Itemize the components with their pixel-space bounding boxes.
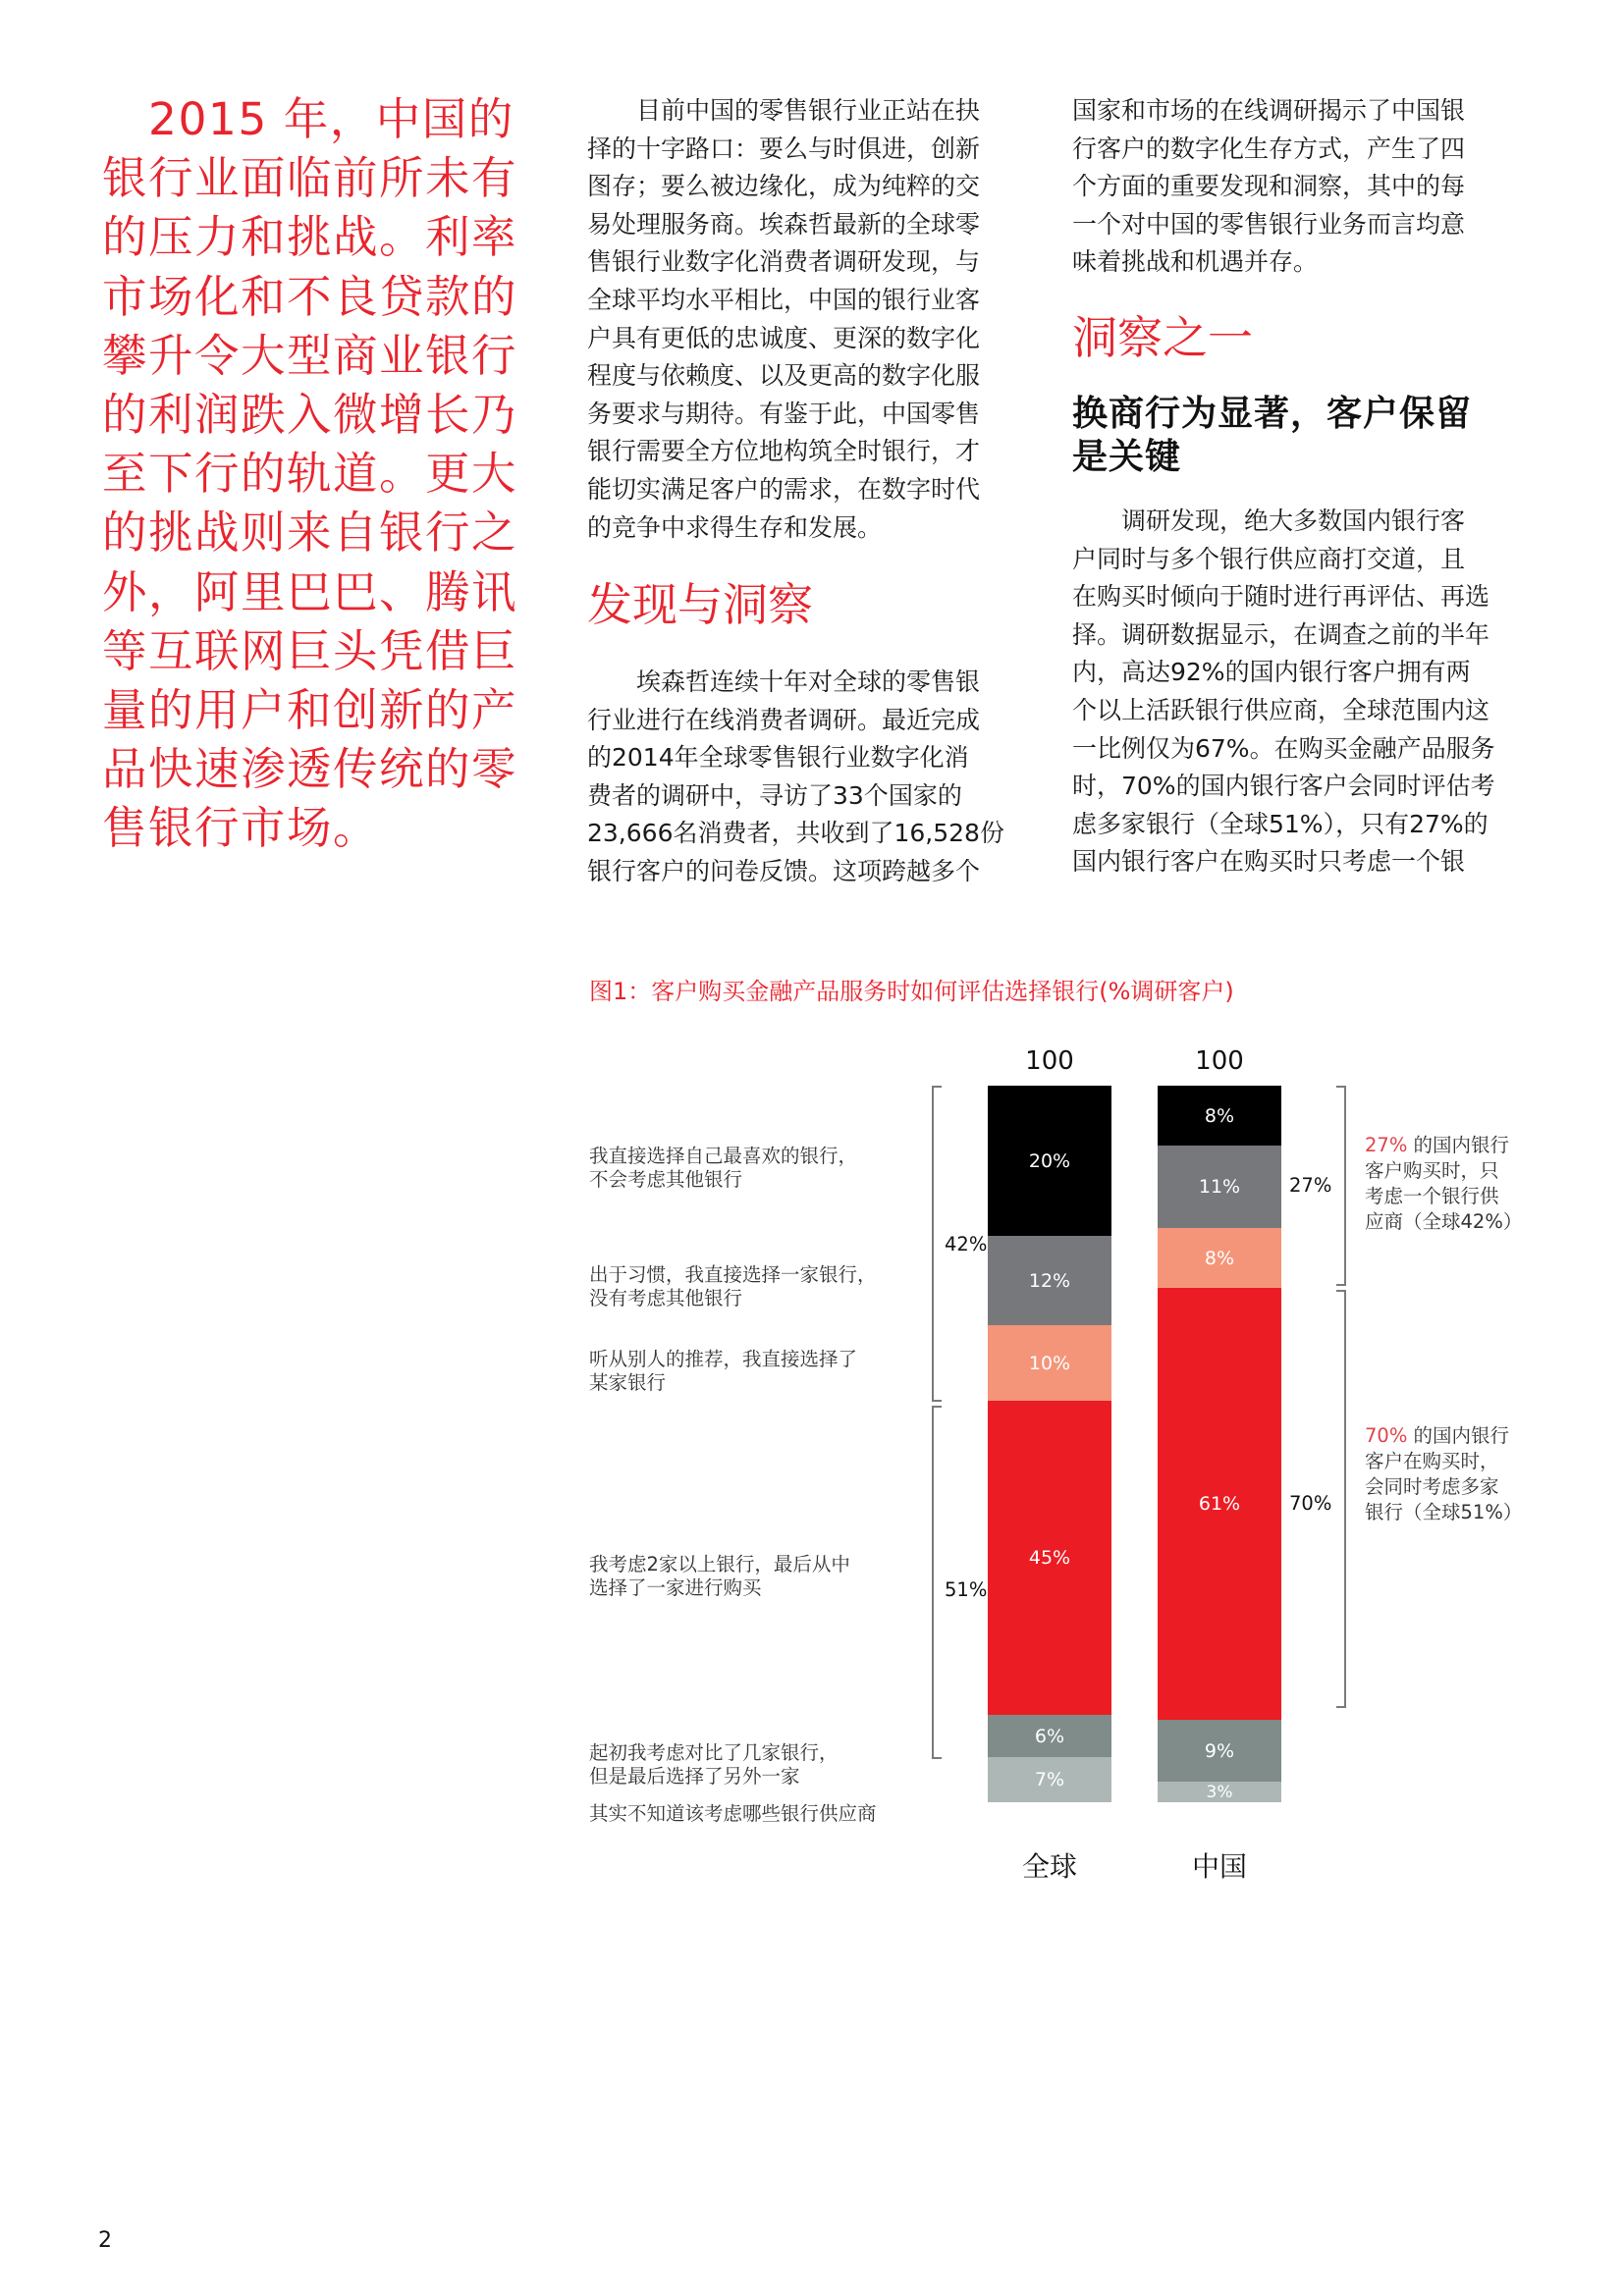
text-line: 23,666名消费者，共收到了16,528份 xyxy=(587,819,1004,848)
figure-title: 图1：客户购买金融产品服务时如何评估选择银行(%调研客户) xyxy=(589,978,1234,1005)
legend-label-compare-multiple xyxy=(589,1553,923,1600)
intro-line: 攀升令大型商业银行 xyxy=(102,329,518,382)
text-line: 易处理服务商。埃森哲最新的全球零 xyxy=(587,209,981,239)
bar-china xyxy=(1158,1086,1281,1802)
bracket-global-bottom xyxy=(932,1406,942,1759)
bracket-china-bottom xyxy=(1336,1290,1346,1708)
bar-segment-favorite: 8% xyxy=(1158,1086,1281,1146)
annotation-text: 的国内银行 xyxy=(1407,1134,1510,1156)
bar-segment-recommendation: 10% xyxy=(988,1325,1111,1401)
bracket-global-bottom-value: 51% xyxy=(945,1578,988,1601)
intro-line: 品快速渗透传统的零 xyxy=(102,743,518,796)
text-line: 银行需要全方位地构筑全时银行，才 xyxy=(587,437,981,466)
annotation-line: 会同时考虑多家 xyxy=(1365,1475,1499,1498)
category-label-global: 全球 xyxy=(1021,1850,1077,1883)
text-line: 一个对中国的零售银行业务而言均意 xyxy=(1072,209,1466,239)
legend-line: 选择了一家进行购买 xyxy=(589,1576,762,1599)
subheading-line: 是关键 xyxy=(1072,437,1182,477)
right-column-para1 xyxy=(1072,92,1524,282)
subheading-insight-one xyxy=(1072,393,1472,479)
legend-label-favorite-bank xyxy=(589,1145,923,1192)
bar-global xyxy=(988,1086,1111,1802)
section-heading-insight-one: 洞察之一 xyxy=(1072,311,1253,364)
text-line: 埃森哲连续十年对全球的零售银 xyxy=(587,667,981,696)
bracket-china-top-value: 27% xyxy=(1289,1174,1332,1197)
legend-line: 其实不知道该考虑哪些银行供应商 xyxy=(589,1802,877,1825)
total-china: 100 xyxy=(1195,1046,1244,1076)
text-line: 银行客户的问卷反馈。这项跨越多个 xyxy=(587,856,981,885)
bracket-global-top-value: 42% xyxy=(945,1233,988,1255)
intro-line: 的利润跌入微增长乃 xyxy=(102,389,518,442)
annotation-text: 的国内银行 xyxy=(1407,1424,1510,1447)
middle-column-para1 xyxy=(587,92,1039,547)
subheading-line: 换商行为显著，客户保留 xyxy=(1072,394,1473,434)
annotation-highlight: 70% xyxy=(1365,1424,1408,1447)
bar-segment-compare-multiple: 45% xyxy=(988,1401,1111,1715)
text-line: 调研发现，绝大多数国内银行客 xyxy=(1072,507,1466,535)
section-heading-findings: 发现与洞察 xyxy=(587,578,813,631)
text-line: 择的十字路口：要么与时俱进，创新 xyxy=(587,133,981,163)
legend-line: 听从别人的推荐，我直接选择了 xyxy=(589,1348,858,1370)
text-line: 国内银行客户在购买时只考虑一个银 xyxy=(1072,847,1466,877)
bar-segment-favorite: 20% xyxy=(988,1086,1111,1236)
legend-line: 我考虑2家以上银行，最后从中 xyxy=(589,1553,850,1575)
annotation-line: 考虑一个银行供 xyxy=(1365,1185,1499,1207)
text-line: 个方面的重要发现和洞察，其中的每 xyxy=(1072,172,1466,201)
text-line: 务要求与期待。有鉴于此，中国零售 xyxy=(587,399,981,428)
legend-label-unsure xyxy=(589,1802,923,1826)
legend-line: 起初我考虑对比了几家银行， xyxy=(589,1741,839,1764)
intro-line: 市场化和不良贷款的 xyxy=(102,270,518,323)
annotation-line xyxy=(1365,1423,1561,1449)
intro-line: 的挑战则来自银行之 xyxy=(102,507,518,560)
text-line: 行客户的数字化生存方式，产生了四 xyxy=(1072,133,1466,163)
text-line: 时，70%的国内银行客户会同时评估考 xyxy=(1072,772,1495,801)
text-line: 内，高达92%的国内银行客户拥有两 xyxy=(1072,658,1471,687)
intro-lead-paragraph xyxy=(102,90,564,859)
text-line: 费者的调研中，寻访了33个国家的 xyxy=(587,780,962,810)
total-global: 100 xyxy=(1025,1046,1074,1076)
bar-segment-habit: 12% xyxy=(988,1236,1111,1325)
text-line: 一比例仅为67%。在购买金融产品服务 xyxy=(1072,733,1495,763)
intro-line: 量的用户和创新的产 xyxy=(102,684,518,737)
text-line: 全球平均水平相比，中国的银行业客 xyxy=(587,285,981,314)
bar-segment-habit: 11% xyxy=(1158,1146,1281,1228)
bar-segment-recommendation: 8% xyxy=(1158,1228,1281,1288)
annotation-line xyxy=(1365,1133,1561,1158)
intro-line: 2015 年，中国的 xyxy=(102,93,514,145)
text-line: 味着挑战和机遇并存。 xyxy=(1072,247,1319,277)
right-column-para2 xyxy=(1072,503,1524,881)
legend-label-switched xyxy=(589,1741,923,1789)
legend-line: 没有考虑其他银行 xyxy=(589,1287,743,1309)
text-line: 程度与依赖度、以及更高的数字化服 xyxy=(587,361,981,391)
legend-label-habit xyxy=(589,1263,923,1310)
page-number: 2 xyxy=(98,2228,112,2253)
text-line: 图存；要么被边缘化，成为纯粹的交 xyxy=(587,172,981,201)
bar-segment-unsure: 3% xyxy=(1158,1782,1281,1802)
text-line: 售银行业数字化消费者调研发现，与 xyxy=(587,247,981,277)
bar-segment-switched: 9% xyxy=(1158,1720,1281,1782)
annotation-line: 银行（全球51%） xyxy=(1365,1501,1523,1523)
intro-line: 等互联网巨头凭借巨 xyxy=(102,624,518,677)
legend-line: 出于习惯，我直接选择一家银行， xyxy=(589,1263,877,1286)
text-line: 择。调研数据显示，在调查之前的半年 xyxy=(1072,619,1490,649)
legend-line: 但是最后选择了另外一家 xyxy=(589,1765,800,1788)
intro-line: 至下行的轨道。更大 xyxy=(102,448,518,501)
annotation-highlight: 27% xyxy=(1365,1134,1408,1156)
intro-line: 售银行市场。 xyxy=(102,802,380,855)
annotation-multiple-banks xyxy=(1365,1423,1561,1525)
bracket-china-bottom-value: 70% xyxy=(1289,1492,1332,1515)
text-line: 能切实满足客户的需求，在数字时代 xyxy=(587,474,981,504)
intro-line: 银行业面临前所未有 xyxy=(102,152,518,205)
annotation-single-bank xyxy=(1365,1133,1561,1235)
bar-segment-switched: 6% xyxy=(988,1715,1111,1757)
annotation-line: 客户购买时，只 xyxy=(1365,1159,1499,1182)
legend-line: 某家银行 xyxy=(589,1371,667,1394)
text-line: 个以上活跃银行供应商，全球范围内这 xyxy=(1072,695,1490,724)
bar-segment-unsure: 7% xyxy=(988,1757,1111,1802)
text-line: 在购买时倾向于随时进行再评估、再选 xyxy=(1072,582,1490,612)
text-line: 的竞争中求得生存和发展。 xyxy=(587,512,883,542)
middle-column-para2 xyxy=(587,664,1039,891)
annotation-line: 客户在购买时， xyxy=(1365,1450,1499,1472)
text-line: 行业进行在线消费者调研。最近完成 xyxy=(587,705,981,734)
bracket-china-top xyxy=(1336,1086,1346,1286)
text-line: 虑多家银行（全球51%），只有27%的 xyxy=(1072,809,1489,838)
category-label-china: 中国 xyxy=(1191,1850,1247,1883)
bar-segment-compare-multiple: 61% xyxy=(1158,1288,1281,1720)
bracket-global-top xyxy=(932,1086,942,1402)
text-line: 的2014年全球零售银行业数字化消 xyxy=(587,743,969,773)
legend-line: 我直接选择自己最喜欢的银行， xyxy=(589,1145,858,1167)
text-line: 国家和市场的在线调研揭示了中国银 xyxy=(1072,96,1466,125)
text-line: 户具有更低的忠诚度、更深的数字化 xyxy=(587,323,981,352)
legend-label-recommendation xyxy=(589,1348,923,1395)
legend-line: 不会考虑其他银行 xyxy=(589,1168,743,1191)
intro-line: 的压力和挑战。利率 xyxy=(102,211,518,264)
text-line: 户同时与多个银行供应商打交道，且 xyxy=(1072,544,1466,573)
text-line: 目前中国的零售银行业正站在抉 xyxy=(587,96,981,125)
intro-line: 外，阿里巴巴、腾讯 xyxy=(102,565,518,618)
annotation-line: 应商（全球42%） xyxy=(1365,1210,1523,1233)
